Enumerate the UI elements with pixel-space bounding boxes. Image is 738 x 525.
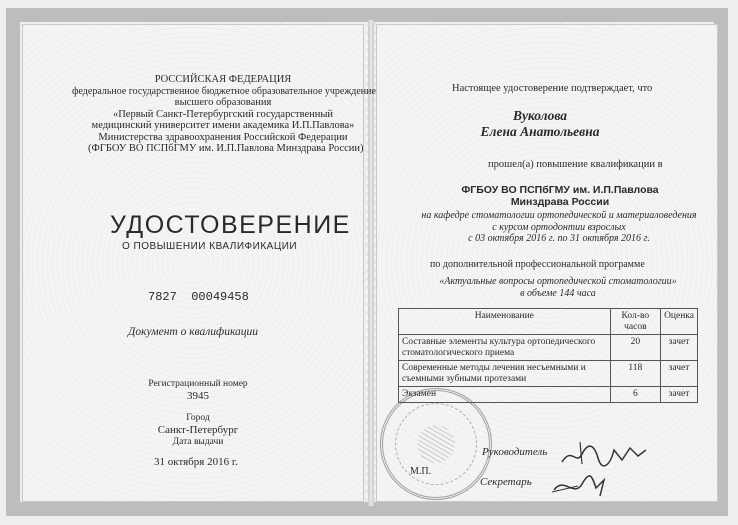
city-label: Город [186,413,210,423]
passed-text: прошел(а) повышение квалификации в [488,159,663,170]
holder-surname: Вуколова [512,108,568,123]
header-hours: Кол-во часов [610,309,660,335]
table-header-row [399,309,698,335]
training-org [440,184,680,208]
series-number [148,290,249,304]
course-hours: 118 [610,361,660,387]
issuer-line: «Первый Санкт-Петербургский государственный [112,108,334,120]
department-block [404,210,714,245]
document-title: УДОСТОВЕРЕНИЕ [110,211,351,239]
issuer-line: медицинский университет имени академика И.П.Павлова» [91,120,355,131]
issuer-line: (ФГБОУ ВО ПСПбГМУ им. И.П.Павлова Минздрава России) [88,143,364,154]
course-hours: 6 [610,387,660,403]
holder-firstname: Елена Анатольевна [480,124,600,139]
study-period: с 03 октября 2016 г. по 31 октября 2016 г. [468,233,650,244]
course-hours: 20 [610,335,660,361]
secretary-label: Секретарь [480,476,532,488]
department-line: с курсом ортодонтии взрослых [492,221,626,233]
program-label: по дополнительной профессиональной программе [430,259,645,270]
city-value: Санкт-Петербург [157,424,239,436]
document-type: Документ о квалификации [128,326,259,338]
course-name: Современные методы лечения несъемными и съемными зубными протезами [399,361,611,387]
course-name: Составные элементы культура ортопедического стоматологического приема [399,335,611,361]
certifies-text: Настоящее удостоверение подтверждает, что [452,83,653,94]
issuer-line: федеральное государственное бюджетное образовательное учреждение [72,85,376,97]
program-volume: в объеме 144 часа [520,287,596,299]
official-seal [380,388,492,500]
reg-number: 3945 [187,390,209,402]
issuer-line: высшего образования [174,97,272,108]
course-name: Экзамен [399,387,611,403]
head-label: Руководитель [482,446,548,458]
date-label: Дата выдачи [172,437,224,447]
header-name: Наименование [399,309,611,335]
issue-date: 31 октября 2016 г. [154,456,238,468]
holder-name [470,108,610,140]
document-number: 00049458 [191,290,249,304]
registration-block [138,378,258,402]
document-subtitle: О ПОВЫШЕНИИ КВАЛИФИКАЦИИ [122,241,298,252]
mp-label: М.П. [410,466,432,477]
table-row [399,335,698,361]
program-block [408,276,708,299]
issuer-block [72,74,376,155]
signatures [552,436,692,516]
program-title: «Актуальные вопросы ортопедической стоматологии» [439,276,677,287]
training-org-line: Минздрава России [510,196,610,208]
issuer-line: Министерства здравоохранения Российской Федерации [98,131,348,143]
issuer-line: РОССИЙСКАЯ ФЕДЕРАЦИЯ [154,74,292,85]
course-grade: зачет [661,361,698,387]
department-line: на кафедре стоматологии ортопедической и материаловедения [421,210,697,221]
series: 7827 [148,290,177,304]
header-grade: Оценка [661,309,698,335]
city-block [138,412,258,448]
training-org-line: ФГБОУ ВО ПСПбГМУ им. И.П.Павлова [461,184,659,196]
course-grade: зачет [661,335,698,361]
table-row [399,361,698,387]
reg-label: Регистрационный номер [148,379,248,389]
course-grade: зачет [661,387,698,403]
